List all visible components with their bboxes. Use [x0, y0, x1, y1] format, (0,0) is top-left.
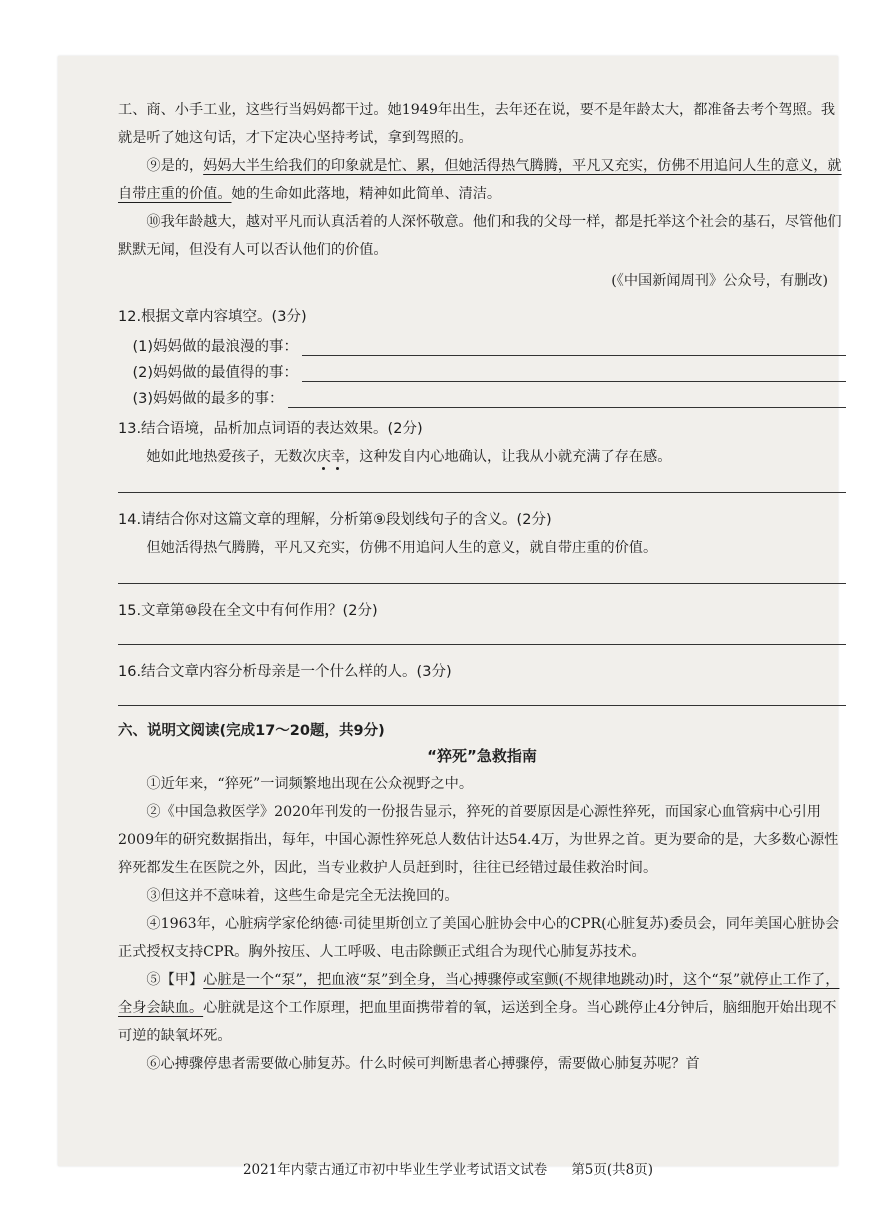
- page-content: [118, 96, 846, 1078]
- q13-quote-after: ，这种发自内心地确认，让我从小就充满了存在感。: [345, 449, 672, 465]
- question-15: 15.文章第⑩段在全文中有何作用？(2分): [118, 603, 378, 619]
- p5-prefix: ⑤【甲】: [146, 972, 204, 988]
- question-13-quote: [118, 442, 846, 472]
- question-12-item-3: [118, 382, 846, 408]
- q12-1-answer-line[interactable]: [302, 339, 846, 356]
- question-13-answer-line[interactable]: [118, 474, 846, 493]
- q13-quote-before: 她如此地热爱孩子，无数次: [146, 449, 317, 465]
- q12-3-label: (3)妈妈做的最多的事：: [132, 391, 284, 407]
- question-16-answer-line[interactable]: [118, 687, 846, 706]
- passage-paragraph-10: ⑩我年龄越大，越对平凡而认真活着的人深怀敬意。他们和我的父母一样，都是托举这个社会的基石，尽管他们默默无闻，但没有人可以否认他们的价值。: [118, 214, 842, 258]
- article-paragraph-1: ①近年来，“猝死”一词频繁地出现在公众视野之中。: [146, 776, 474, 792]
- p5-underlined-sentence: 心脏是一个“泵”，把血液“泵”到全身，当心搏骤停或室颤(不规律地跳动)时，这个“泵”就停止工作了，全身会缺血。: [118, 972, 840, 1016]
- passage-source: (《中国新闻周刊》公众号，有删改): [611, 273, 828, 289]
- question-13: 13.结合语境，品析加点词语的表达效果。(2分): [118, 421, 423, 437]
- page-footer: [58, 1158, 838, 1178]
- q13-dotted-char-1: 庆: [316, 449, 331, 465]
- exam-page: [58, 56, 842, 1178]
- article-paragraph-4: ④1963年，心脏病学家伦纳德·司徒里斯创立了美国心脏协会中心的CPR(心脏复苏)委员会，同年美国心脏协会正式授权支持CPR。胸外按压、人工呼吸、电击除颤正式组合为现代心肺复苏技术。: [118, 916, 840, 960]
- question-12: 12.根据文章内容填空。(3分): [118, 309, 307, 325]
- question-12-item-1: [118, 330, 846, 356]
- footer-exam-title: 2021年内蒙古通辽市初中毕业生学业考试语文试卷: [242, 1162, 548, 1178]
- q13-dotted-char-2: 幸: [330, 449, 346, 465]
- p9-rest: 她的生命如此落地，精神如此简单、清洁。: [231, 186, 502, 202]
- q12-2-label: (2)妈妈做的最值得的事：: [132, 365, 299, 381]
- article-paragraph-2: ②《中国急救医学》2020年刊发的一份报告显示，猝死的首要原因是心源性猝死，而国家心血管病中心引用2009年的研究数据指出，每年，中国心源性猝死总人数估计达54.4万，为世界之首。更为要命的是，大多数心源性猝死都发生在医院之外，因此，当专业救护人员赶到时，往往已经错过最佳救治时间。: [118, 804, 839, 876]
- article-paragraph-6: ⑥心搏骤停患者需要做心肺复苏。什么时候可判断患者心搏骤停，需要做心肺复苏呢？首: [146, 1056, 700, 1072]
- question-14-quote: 但她活得热气腾腾，平凡又充实，仿佛不用追问人生的意义，就自带庄重的价值。: [146, 540, 658, 556]
- passage-paragraph-continued: 工、商、小手工业，这些行当妈妈都干过。她1949年出生，去年还在说，要不是年龄太大，都准备去考个驾照。我就是听了她这句话，才下定决心坚持考试，拿到驾照的。: [118, 102, 836, 146]
- article-paragraph-5: [118, 966, 846, 1050]
- q12-1-label: (1)妈妈做的最浪漫的事：: [132, 339, 299, 355]
- p9-prefix: ⑨是的，: [146, 158, 204, 174]
- question-14: 14.请结合你对这篇文章的理解，分析第⑨段划线句子的含义。(2分): [118, 512, 552, 528]
- question-12-item-2: [118, 356, 846, 382]
- p5-rest: 心脏就是这个工作原理，把血里面携带着的氧，运送到全身。当心跳停止4分钟后，脑细胞开始出现不可逆的缺氧坏死。: [118, 1000, 837, 1044]
- article-paragraph-3: ③但这并不意味着，这些生命是完全无法挽回的。: [146, 888, 459, 904]
- question-15-answer-line[interactable]: [118, 626, 846, 645]
- q12-3-answer-line[interactable]: [288, 391, 846, 408]
- p9-underlined-sentence: 妈妈大半生给我们的印象就是忙、累，但她活得热气腾腾，平凡又充实，仿佛不用追问人生的意义，就自带庄重的价值。: [118, 158, 842, 202]
- footer-page-number: 第5页(共8页): [571, 1162, 654, 1178]
- article-title: “猝死”急救指南: [427, 747, 537, 765]
- question-14-answer-line[interactable]: [118, 565, 846, 584]
- q12-2-answer-line[interactable]: [302, 365, 846, 382]
- question-16: 16.结合文章内容分析母亲是一个什么样的人。(3分): [118, 664, 452, 680]
- section-6-heading: 六、说明文阅读(完成17～20题，共9分): [118, 723, 385, 739]
- passage-paragraph-9: [118, 152, 846, 208]
